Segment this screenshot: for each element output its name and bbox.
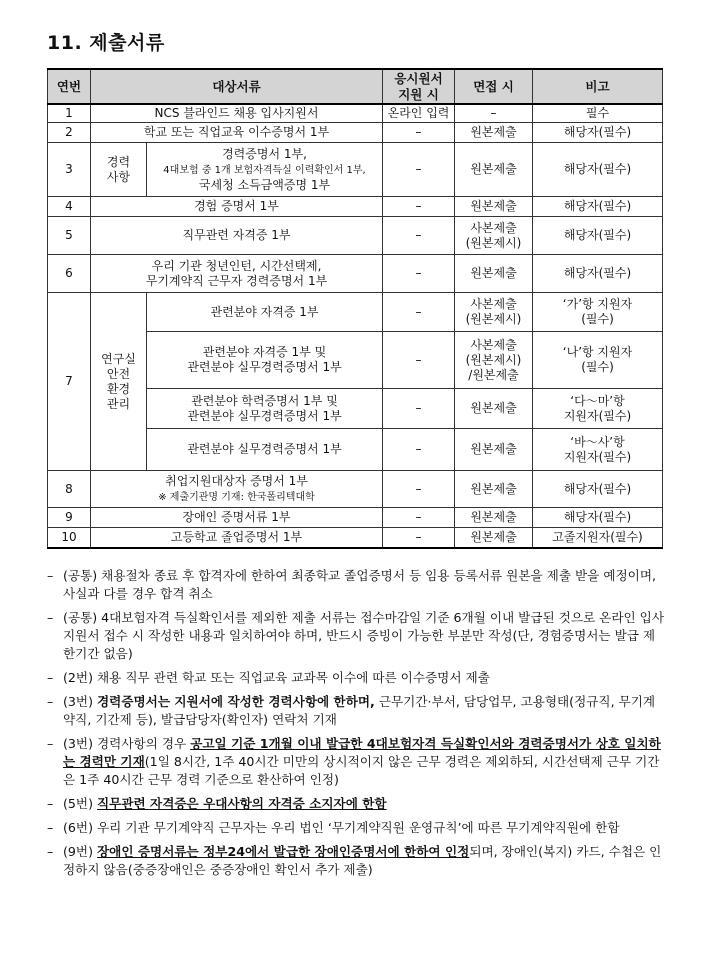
dash-bullet: – <box>47 670 54 685</box>
cell-apply: – <box>383 255 455 293</box>
cell-doc: 관련분야 실무경력증명서 1부 <box>147 429 383 471</box>
cell-interview: 사본제출 (원본제시) <box>455 217 533 255</box>
cell-apply: – <box>383 471 455 508</box>
cell-apply: – <box>383 389 455 429</box>
cell-note: 해당자(필수) <box>533 123 663 143</box>
header-interview: 면접 시 <box>455 69 533 104</box>
table-row <box>48 197 663 217</box>
cell-no: 10 <box>48 528 91 548</box>
note-item: – (3번) 경력사항의 경우 공고일 기준 1개월 이내 발급한 4대보험자격 득실확인서와 경력증명서가 상호 일치하는 경력만 기재(1일 8시간, 1주 40시간 미만의 상시적이지 않은 근무 경력은 제외하되, 시간선택제 근무 기간은 1주 40시간 근무 경력 기준으로 환산하여 인정) <box>47 736 661 787</box>
documents-table <box>47 68 663 549</box>
cell-note: 해당자(필수) <box>533 508 663 528</box>
cell-apply: – <box>383 332 455 389</box>
note-item: – (3번) 경력증명서는 지원서에 작성한 경력사항에 한하며, 근무기간·부서, 담당업무, 고용형태(정규직, 무기계약직, 기간제 등), 발급담당자(확인자) 연락처 기재 <box>47 694 656 727</box>
table-row <box>48 217 663 255</box>
header-docs: 대상서류 <box>91 69 383 104</box>
cell-no: 2 <box>48 123 91 143</box>
table-row <box>48 471 663 508</box>
cell-no: 1 <box>48 104 91 123</box>
cell-doc: 취업지원대상자 증명서 1부 ※ 제출기관명 기재: 한국폴리텍대학 <box>91 471 383 508</box>
table-row <box>48 255 663 293</box>
note-item: – (공통) 4대보험자격 득실확인서를 제외한 제출 서류는 접수마감일 기준 6개월 이내 발급된 것으로 온라인 입사지원서 접수 시 작성한 내용과 일치하여야 하며, 반드시 증빙이 가능한 부분만 작성(단, 경험증명서는 발급 제한기간 없음) <box>47 610 665 661</box>
cell-interview: 원본제출 <box>455 143 533 197</box>
cell-note: 해당자(필수) <box>533 255 663 293</box>
cell-interview: 원본제출 <box>455 528 533 548</box>
cell-doc: 장애인 증명서류 1부 <box>91 508 383 528</box>
table-row <box>48 104 663 123</box>
cell-interview: 원본제출 <box>455 389 533 429</box>
note-item: – (9번) 장애인 증명서류는 정부24에서 발급한 장애인증명서에 한하여 인정되며, 장애인(복지) 카드, 수첩은 인정하지 않음(중증장애인은 중증장애인 확인서 추가 제출) <box>47 844 662 877</box>
cell-doc: 학교 또는 직업교육 이수증명서 1부 <box>91 123 383 143</box>
table-row <box>48 528 663 548</box>
cell-apply: – <box>383 429 455 471</box>
table-header-row <box>48 69 663 104</box>
table-row <box>48 293 663 332</box>
cell-doc: 고등학교 졸업증명서 1부 <box>91 528 383 548</box>
cell-note: ‘바～사’항 지원자(필수) <box>533 429 663 471</box>
table-row <box>48 143 663 197</box>
cell-note: ‘나’항 지원자 (필수) <box>533 332 663 389</box>
cell-doc: 경력증명서 1부, 4대보험 중 1개 보험자격득실 이력확인서 1부, 국세청 소득금액증명 1부 <box>147 143 383 197</box>
cell-interview: 원본제출 <box>455 429 533 471</box>
cell-doc: 관련분야 학력증명서 1부 및 관련분야 실무경력증명서 1부 <box>147 389 383 429</box>
cell-doc: 우리 기관 청년인턴, 시간선택제, 무기계약직 근무자 경력증명서 1부 <box>91 255 383 293</box>
section-title: 11. 제출서류 <box>47 32 165 54</box>
dash-bullet: – <box>47 694 54 709</box>
cell-apply: – <box>383 197 455 217</box>
cell-apply: – <box>383 143 455 197</box>
header-note: 비고 <box>533 69 663 104</box>
cell-apply: – <box>383 123 455 143</box>
cell-interview: 원본제출 <box>455 471 533 508</box>
table-row <box>48 123 663 143</box>
cell-doc: NCS 블라인드 채용 입사지원서 <box>91 104 383 123</box>
note-item: – (2번) 채용 직무 관련 학교 또는 직업교육 교과목 이수에 따른 이수증명서 제출 <box>47 670 490 685</box>
cell-interview: 원본제출 <box>455 508 533 528</box>
cell-note: 고졸지원자(필수) <box>533 528 663 548</box>
cell-doc: 경험 증명서 1부 <box>91 197 383 217</box>
note-item: – (공통) 채용절차 종료 후 합격자에 한하여 최종학교 졸업증명서 등 임용 등록서류 원본을 제출 받을 예정이며, 사실과 다를 경우 합격 취소 <box>47 568 656 601</box>
dash-bullet: – <box>47 820 54 835</box>
emphasis-text: 경력증명서는 지원서에 작성한 경력사항에 한하며, <box>97 694 375 709</box>
cell-no: 5 <box>48 217 91 255</box>
emphasis-text: 직무관련 자격증은 우대사항의 자격증 소지자에 한함 <box>97 796 387 811</box>
cell-interview: 원본제출 <box>455 197 533 217</box>
cell-category: 경력 사항 <box>91 143 147 197</box>
cell-apply: – <box>383 508 455 528</box>
cell-interview: 원본제출 <box>455 255 533 293</box>
header-no: 연번 <box>48 69 91 104</box>
cell-no: 9 <box>48 508 91 528</box>
cell-interview: 사본제출 (원본제시) /원본제출 <box>455 332 533 389</box>
dash-bullet: – <box>47 844 54 859</box>
cell-note: ‘다～마’항 지원자(필수) <box>533 389 663 429</box>
cell-interview: – <box>455 104 533 123</box>
dash-bullet: – <box>47 796 54 811</box>
header-apply: 응시원서 지원 시 <box>383 69 455 104</box>
dash-bullet: – <box>47 610 54 625</box>
cell-apply: – <box>383 293 455 332</box>
cell-note: ‘가’항 지원자 (필수) <box>533 293 663 332</box>
cell-doc: 직무관련 자격증 1부 <box>91 217 383 255</box>
table-row <box>48 508 663 528</box>
cell-apply: 온라인 입력 <box>383 104 455 123</box>
cell-note: 해당자(필수) <box>533 143 663 197</box>
cell-no: 8 <box>48 471 91 508</box>
cell-note: 해당자(필수) <box>533 197 663 217</box>
cell-no: 4 <box>48 197 91 217</box>
dash-bullet: – <box>47 568 54 583</box>
cell-apply: – <box>383 528 455 548</box>
cell-doc: 관련분야 자격증 1부 및 관련분야 실무경력증명서 1부 <box>147 332 383 389</box>
cell-no: 6 <box>48 255 91 293</box>
cell-interview: 원본제출 <box>455 123 533 143</box>
cell-note: 해당자(필수) <box>533 217 663 255</box>
note-item: – (6번) 우리 기관 무기계약직 근무자는 우리 법인 ‘무기계약직원 운영규칙’에 따른 무기계약직원에 한함 <box>47 820 620 835</box>
cell-note: 필수 <box>533 104 663 123</box>
cell-no: 3 <box>48 143 91 197</box>
cell-category: 연구실 안전 환경 관리 <box>91 293 147 471</box>
cell-doc: 관련분야 자격증 1부 <box>147 293 383 332</box>
cell-note: 해당자(필수) <box>533 471 663 508</box>
notes-list <box>47 567 667 885</box>
emphasis-text: 공고일 기준 1개월 이내 발급한 4대보험자격 득실확인서와 경력증명서가 상호 일치하는 경력만 기재 <box>63 736 661 769</box>
dash-bullet: – <box>47 736 54 751</box>
emphasis-text: 장애인 증명서류는 정부24에서 발급한 장애인증명서에 한하여 인정 <box>97 844 470 859</box>
cell-interview: 사본제출 (원본제시) <box>455 293 533 332</box>
cell-apply: – <box>383 217 455 255</box>
note-item: – (5번) 직무관련 자격증은 우대사항의 자격증 소지자에 한함 <box>47 796 387 811</box>
cell-no: 7 <box>48 293 91 471</box>
